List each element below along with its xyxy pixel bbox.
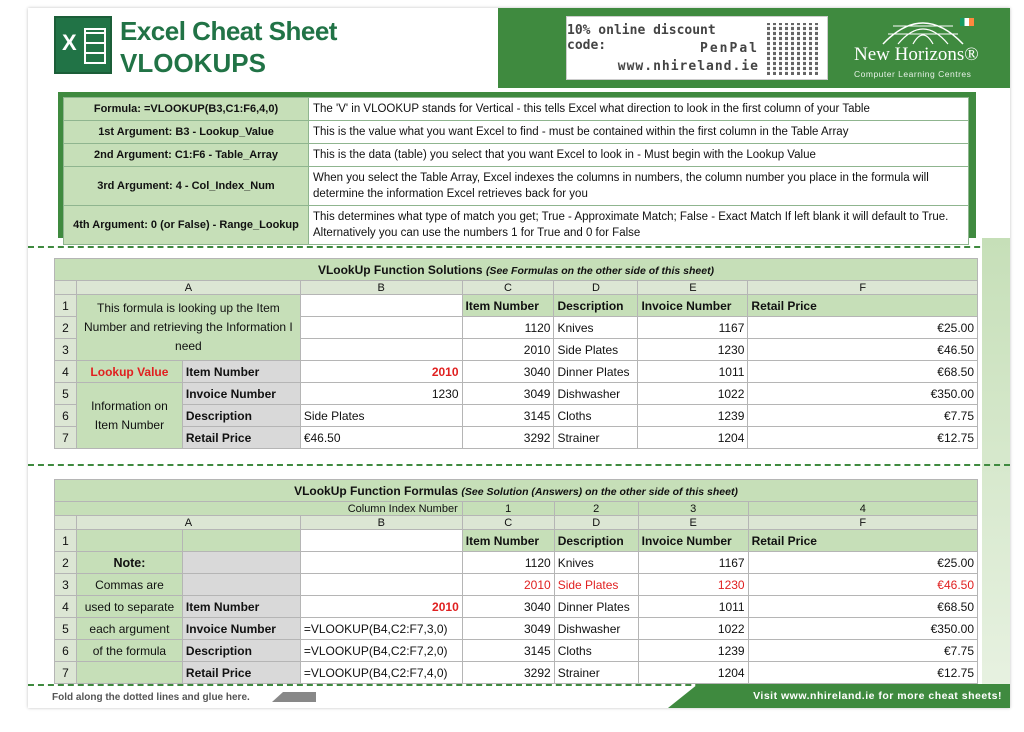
formulas-title: VLookUp Function Formulas	[294, 483, 459, 498]
col-header: D	[554, 516, 638, 530]
irish-flag-icon	[960, 18, 974, 26]
row-header: 5	[55, 618, 77, 640]
cell[interactable]: €350.00	[748, 383, 978, 405]
result-cell[interactable]: Side Plates	[300, 405, 462, 427]
cell[interactable]: Dishwasher	[554, 618, 638, 640]
excel-logo-icon	[54, 16, 112, 74]
label-cell: Invoice Number	[182, 383, 300, 405]
col-header: E	[638, 516, 748, 530]
table-row	[55, 552, 978, 574]
header-cell: Description	[554, 295, 638, 317]
cell[interactable]: €25.00	[748, 552, 977, 574]
label-cell: Item Number	[182, 596, 300, 618]
cell[interactable]: Knives	[554, 317, 638, 339]
header-cell: Invoice Number	[638, 295, 748, 317]
row-header: 5	[55, 383, 77, 405]
table-row	[55, 383, 978, 405]
cell[interactable]: €7.75	[748, 405, 978, 427]
cell[interactable]: €68.50	[748, 361, 978, 383]
brand-name: New Horizons®	[854, 44, 979, 65]
col-header: A	[76, 516, 300, 530]
row-header: 2	[55, 552, 77, 574]
col-header: F	[748, 516, 977, 530]
solutions-title-cell	[55, 259, 978, 281]
cell[interactable]: 3049	[462, 383, 554, 405]
side-stripe	[982, 238, 1010, 698]
row-header: 4	[55, 596, 77, 618]
solutions-title: VLookUp Function Solutions	[317, 262, 483, 277]
header-cell: Retail Price	[748, 530, 977, 552]
formula-cell[interactable]: =VLOOKUP(B4,C2:F7,3,0)	[300, 618, 462, 640]
col-header: F	[748, 281, 978, 295]
cell[interactable]: €68.50	[748, 596, 977, 618]
table-row	[55, 596, 978, 618]
page-subtitle: VLOOKUPS	[120, 48, 266, 78]
table-row	[55, 640, 978, 662]
header-cell: Description	[554, 530, 638, 552]
table-row	[55, 405, 978, 427]
cell[interactable]: 1011	[638, 361, 748, 383]
cell[interactable]: 3040	[462, 596, 554, 618]
formula-label: 4th Argument: 0 (or False) - Range_Lookup	[64, 206, 309, 245]
cell[interactable]: €46.50	[748, 339, 978, 361]
cell[interactable]: Side Plates	[554, 339, 638, 361]
formula-cell[interactable]: =VLOOKUP(B4,C2:F7,2,0)	[300, 640, 462, 662]
label-cell: Description	[182, 405, 300, 427]
cell[interactable]: 1167	[638, 552, 748, 574]
cell[interactable]: 3145	[462, 405, 554, 427]
note-title: Note:	[76, 552, 182, 574]
formula-row	[64, 167, 969, 206]
fold-line	[28, 246, 1010, 248]
row-header: 1	[55, 295, 77, 317]
col-index: 1	[462, 502, 554, 516]
page-title: Excel Cheat Sheet	[120, 16, 337, 46]
formula-row	[64, 121, 969, 144]
solutions-table	[54, 258, 978, 449]
cell[interactable]: 1239	[638, 640, 748, 662]
cheat-sheet	[28, 8, 1010, 708]
formula-explanation	[58, 92, 976, 238]
note-line: of the formula	[76, 640, 182, 662]
cell[interactable]: €12.75	[748, 662, 977, 684]
solutions-subtitle: (See Formulas on the other side of this sheet)	[485, 264, 715, 277]
formula-text: This is the value what you want Excel to find - must be contained within the first column in the Table Array	[309, 121, 969, 144]
formula-text: When you select the Table Array, Excel indexes the columns in numbers, the column number you place in the formula will determine the information Excel retrieves back for you	[309, 167, 969, 206]
table-row	[55, 361, 978, 383]
row-header: 2	[55, 317, 77, 339]
footer-link[interactable]: Visit www.nhireland.ie for more cheat sheets!	[753, 690, 1002, 702]
formulas-subtitle: (See Solution (Answers) on the other side of this sheet)	[461, 485, 738, 498]
promo-text: 10% online discount code:	[567, 23, 716, 53]
cell[interactable]: 3040	[462, 361, 554, 383]
qr-code-icon[interactable]	[767, 23, 819, 75]
formula-row	[64, 206, 969, 245]
row-header: 6	[55, 405, 77, 427]
cell[interactable]: 3049	[462, 618, 554, 640]
col-header: B	[300, 281, 462, 295]
cell[interactable]: 1230	[638, 339, 748, 361]
highlighted-cell[interactable]: €46.50	[748, 574, 977, 596]
header-cell: Item Number	[462, 295, 554, 317]
cell[interactable]: 3292	[462, 427, 554, 449]
row-header: 7	[55, 662, 77, 684]
promo-code: PenPal	[700, 41, 759, 56]
row-header: 7	[55, 427, 77, 449]
globe-logo-icon	[878, 12, 968, 46]
cell[interactable]: 1239	[638, 405, 748, 427]
result-cell[interactable]: 1230	[300, 383, 462, 405]
cell[interactable]: Cloths	[554, 640, 638, 662]
note-line: used to separate	[76, 596, 182, 618]
col-index-label: Column Index Number	[55, 502, 463, 516]
col-header: C	[462, 281, 554, 295]
cell[interactable]: Dishwasher	[554, 383, 638, 405]
formula-label: 1st Argument: B3 - Lookup_Value	[64, 121, 309, 144]
table-row	[55, 618, 978, 640]
highlighted-cell[interactable]: 2010	[462, 574, 554, 596]
fold-line	[28, 464, 1010, 466]
cell[interactable]: 2010	[462, 339, 554, 361]
highlighted-cell[interactable]: 1230	[638, 574, 748, 596]
row-header: 1	[55, 530, 77, 552]
label-cell: Retail Price	[182, 662, 300, 684]
info-label: Information on Item Number	[76, 383, 182, 449]
promo-box	[566, 16, 828, 80]
row-header: 4	[55, 361, 77, 383]
table-row	[55, 662, 978, 684]
header-cell: Retail Price	[748, 295, 978, 317]
row-header: 3	[55, 574, 77, 596]
lookup-value-label: Lookup Value	[76, 361, 182, 383]
logo-letter: X	[62, 30, 77, 55]
label-cell: Retail Price	[182, 427, 300, 449]
col-index: 2	[554, 502, 638, 516]
table-row	[55, 427, 978, 449]
formula-label: 3rd Argument: 4 - Col_Index_Num	[64, 167, 309, 206]
header-cell: Item Number	[462, 530, 554, 552]
col-header: B	[300, 516, 462, 530]
cell[interactable]: Cloths	[554, 405, 638, 427]
label-cell: Description	[182, 640, 300, 662]
cell[interactable]: €350.00	[748, 618, 977, 640]
cell[interactable]: 1022	[638, 618, 748, 640]
note-line: Commas are	[76, 574, 182, 596]
cell[interactable]: €7.75	[748, 640, 977, 662]
cell[interactable]: Strainer	[554, 427, 638, 449]
brand-subtitle: Computer Learning Centres	[854, 69, 972, 79]
header-cell: Invoice Number	[638, 530, 748, 552]
cell[interactable]: 1167	[638, 317, 748, 339]
cell[interactable]: 1120	[462, 317, 554, 339]
formula-table	[63, 97, 969, 245]
label-cell: Item Number	[182, 361, 300, 383]
col-header: D	[554, 281, 638, 295]
cell[interactable]: 3292	[462, 662, 554, 684]
col-index: 4	[748, 502, 977, 516]
cell[interactable]: Dinner Plates	[554, 361, 638, 383]
col-header: A	[76, 281, 300, 295]
highlighted-cell[interactable]: Side Plates	[554, 574, 638, 596]
cell[interactable]: 1204	[638, 662, 748, 684]
formula-cell[interactable]: =VLOOKUP(B4,C2:F7,4,0)	[300, 662, 462, 684]
result-cell[interactable]: €46.50	[300, 427, 462, 449]
formula-text: The 'V' in VLOOKUP stands for Vertical - this tells Excel what direction to look in the first column of your Table	[309, 98, 969, 121]
col-index: 3	[638, 502, 748, 516]
col-header: C	[462, 516, 554, 530]
formula-row	[64, 98, 969, 121]
cell[interactable]: Knives	[554, 552, 638, 574]
formulas-title-cell	[55, 480, 978, 502]
lookup-value-cell[interactable]: 2010	[300, 596, 462, 618]
cell[interactable]: 3145	[462, 640, 554, 662]
formula-label: 2nd Argument: C1:F6 - Table_Array	[64, 144, 309, 167]
intro-note: This formula is looking up the Item Number and retrieving the Information I need	[76, 295, 300, 361]
formula-text: This determines what type of match you get; True - Approximate Match; False - Exact Match If left blank it will default to True. Alternatively you can use the numbers 1 for True and 0 for False	[309, 206, 969, 245]
row-header: 3	[55, 339, 77, 361]
cell[interactable]: 1120	[462, 552, 554, 574]
cell[interactable]: €12.75	[748, 427, 978, 449]
row-header: 6	[55, 640, 77, 662]
cell[interactable]: €25.00	[748, 317, 978, 339]
cell[interactable]: Strainer	[554, 662, 638, 684]
formula-label: Formula: =VLOOKUP(B3,C1:F6,4,0)	[64, 98, 309, 121]
label-cell: Invoice Number	[182, 618, 300, 640]
lookup-value-cell[interactable]: 2010	[300, 361, 462, 383]
formula-row	[64, 144, 969, 167]
note-line: each argument	[76, 618, 182, 640]
fold-instruction: Fold along the dotted lines and glue here.	[52, 692, 250, 703]
col-header: E	[638, 281, 748, 295]
promo-url[interactable]: www.nhireland.ie	[617, 59, 759, 74]
cell[interactable]: 1022	[638, 383, 748, 405]
cell[interactable]: 1011	[638, 596, 748, 618]
formulas-table	[54, 479, 978, 684]
cell[interactable]: Dinner Plates	[554, 596, 638, 618]
cell[interactable]: 1204	[638, 427, 748, 449]
formula-text: This is the data (table) you select that you want Excel to look in - Must begin with the Lookup Value	[309, 144, 969, 167]
table-row	[55, 574, 978, 596]
